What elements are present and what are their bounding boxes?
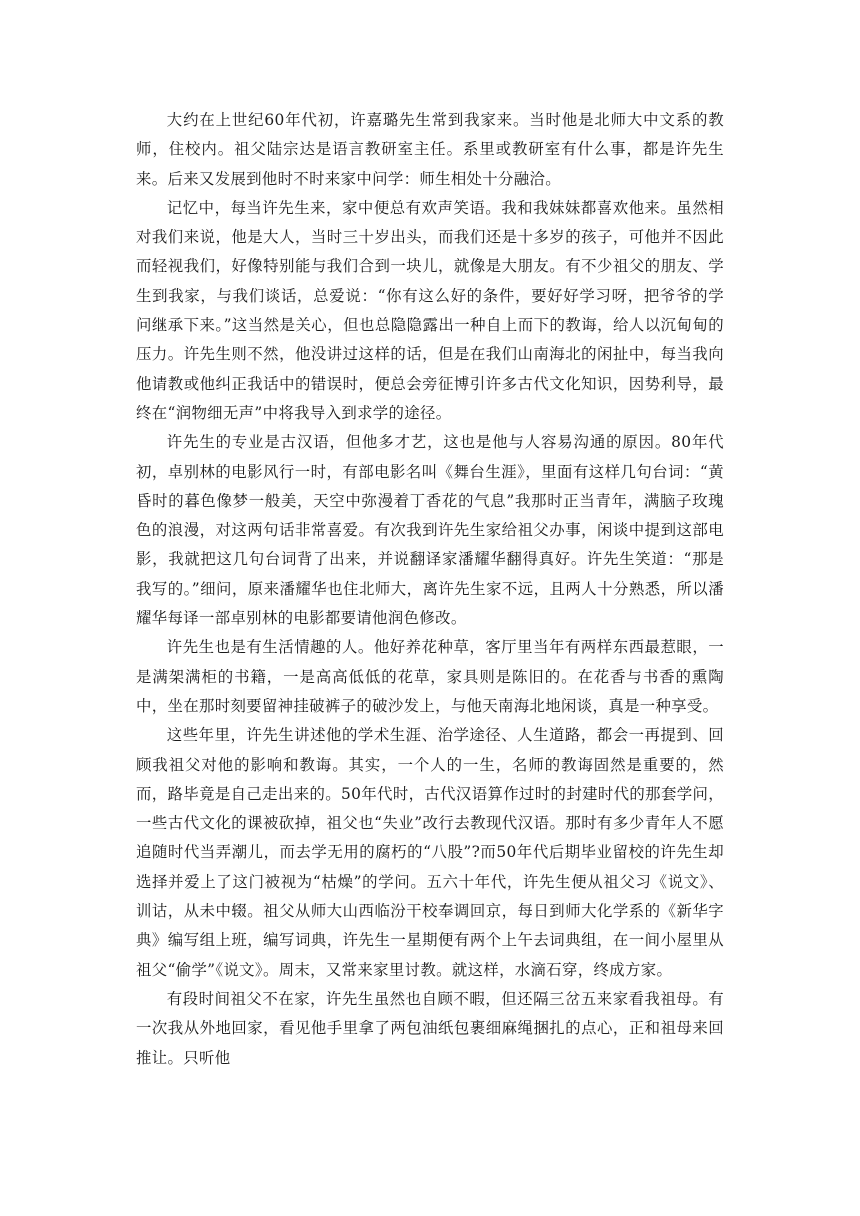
paragraph-3: 许先生的专业是古汉语，但他多才艺，这也是他与人容易沟通的原因。80年代初，卓别林的电影风行一时，有部电影名叫《舞台生涯》，里面有这样几句台词：“黄昏时的暮色像梦一般美，天空中弥漫着丁香花的气息”我那时正当青年，满脑子玫瑰色的浪漫，对这两句话非常喜爱。有次我到许先生家给祖父办事，闲谈中提到这部电影，我就把这几句台词背了出来，并说翻译家潘耀华翻得真好。许先生笑道：“那是我写的。”细问，原来潘耀华也住北师大，离许先生家不远，且两人十分熟悉，所以潘耀华每译一部卓别林的电影都要请他润色修改。 <box>136 433 724 628</box>
paragraph-5: 这些年里，许先生讲述他的学术生涯、治学途径、人生道路，都会一再提到、回顾我祖父对他的影响和教诲。其实，一个人的一生，名师的教诲固然是重要的，然而，路毕竟是自己走出来的。50年代时，古代汉语算作过时的封建时代的那套学问，一些古代文化的课被砍掉，祖父也“失业”改行去教现代汉语。那时有多少青年人不愿追随时代当弄潮儿，而去学无用的腐朽的“八股”?而50年代后期毕业留校的许先生却选择并爱上了这门被视为“枯燥”的学问。五六十年代，许先生便从祖父习《说文》、训诂，从未中辍。祖父从师大山西临汾干校奉调回京，每日到师大化学系的《新华字典》编写组上班，编写词典，许先生一星期便有两个上午去词典组，在一间小屋里从祖父“偷学”《说文》。周末，又常来家里讨教。就这样，水滴石穿，终成方家。 <box>136 726 724 979</box>
article-body <box>136 106 724 1073</box>
paragraph-2: 记忆中，每当许先生来，家中便总有欢声笑语。我和我妹妹都喜欢他来。虽然相对我们来说，他是大人，当时三十岁出头，而我们还是十多岁的孩子，可他并不因此而轻视我们，好像特别能与我们合到一块儿，就像是大朋友。有不少祖父的朋友、学生到我家，与我们谈话，总爱说：“你有这么好的条件，要好好学习呀，把爷爷的学问继承下来。”这当然是关心，但也总隐隐露出一种自上而下的教诲，给人以沉甸甸的压力。许先生则不然，他没讲过这样的话，但是在我们山南海北的闲扯中，每当我向他请教或他纠正我话中的错误时，便总会旁征博引许多古代文化知识，因势利导，最终在“润物细无声”中将我导入到求学的途径。 <box>136 198 724 422</box>
paragraph-6: 有段时间祖父不在家，许先生虽然也自顾不暇，但还隔三岔五来家看我祖母。有一次我从外地回家，看见他手里拿了两包油纸包裹细麻绳捆扎的点心，正和祖母来回推让。只听他 <box>136 989 724 1067</box>
paragraph-1: 大约在上世纪60年代初，许嘉璐先生常到我家来。当时他是北师大中文系的教师，住校内。祖父陆宗达是语言教研室主任。系里或教研室有什么事，都是许先生来。后来又发展到他时不时来家中问学：师生相处十分融洽。 <box>136 111 724 188</box>
paragraph-4: 许先生也是有生活情趣的人。他好养花种草，客厅里当年有两样东西最惹眼，一是满架满柜的书籍，一是高高低低的花草，家具则是陈旧的。在花香与书香的熏陶中，坐在那时刻要留神挂破裤子的破沙发上，与他天南海北地闲谈，真是一种享受。 <box>136 638 724 715</box>
